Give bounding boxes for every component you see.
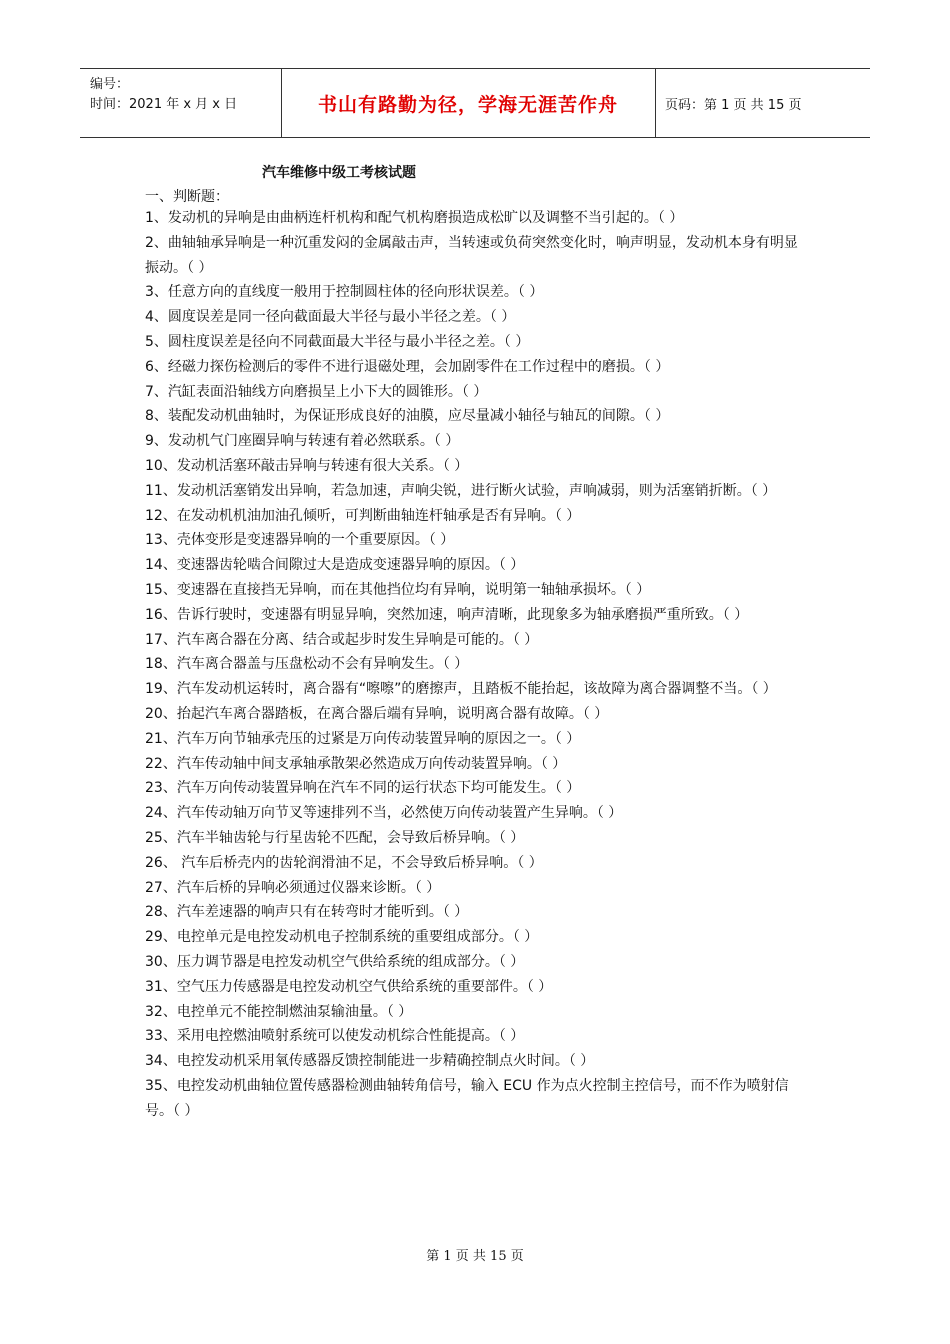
question-item: 10、发动机活塞环敲击异响与转速有很大关系。（ ） — [145, 457, 469, 474]
question-item: 4、圆度误差是同一径向截面最大半径与最小半径之差。（ ） — [145, 309, 516, 326]
question-item: 27、汽车后桥的异响必须通过仪器来诊断。（ ） — [145, 879, 441, 896]
question-item: 9、发动机气门座圈异响与转速有着必然联系。（ ） — [145, 433, 460, 450]
question-item: 32、电控单元不能控制燃油泵输油量。（ ） — [145, 1003, 413, 1020]
question-item: 33、采用电控燃油喷射系统可以使发动机综合性能提高。（ ） — [145, 1028, 525, 1045]
document-title: 汽车维修中级工考核试题 — [262, 165, 416, 181]
question-item: 26、 汽车后桥壳内的齿轮润滑油不足，不会导致后桥异响。（ ） — [145, 854, 543, 871]
question-item: 1、发动机的异响是由曲柄连杆机构和配气机构磨损造成松旷以及调整不当引起的。（ ） — [145, 210, 684, 226]
question-item: 18、汽车离合器盖与压盘松动不会有异响发生。（ ） — [145, 656, 469, 673]
question-item: 21、汽车万向节轴承壳压的过紧是万向传动装置异响的原因之一。（ ） — [145, 730, 581, 747]
section-heading: 一、判断题： — [145, 189, 229, 205]
question-item: 30、压力调节器是电控发动机空气供给系统的组成部分。（ ） — [145, 953, 525, 970]
question-item: 3、任意方向的直线度一般用于控制圆柱体的径向形状误差。（ ） — [145, 284, 544, 301]
question-item: 2、曲轴轴承异响是一种沉重发闷的金属敲击声，当转速或负荷突然变化时，响声明显，发动机本身有明显振动。（ ） — [145, 234, 798, 276]
question-item: 25、汽车半轴齿轮与行星齿轮不匹配，会导致后桥异响。（ ） — [145, 829, 525, 846]
question-item: 19、汽车发动机运转时，离合器有“嚓嚓”的磨擦声，且踏板不能抬起，该故障为离合器调整不当。（ ） — [145, 681, 777, 698]
question-item: 12、在发动机机油加油孔倾听，可判断曲轴连杆轴承是否有异响。（ ） — [145, 507, 581, 524]
question-item: 11、发动机活塞销发出异响，若急加速，声响尖锐，进行断火试验，声响减弱，则为活塞销折断。（ ） — [145, 482, 777, 499]
number-label: 编号： — [90, 77, 130, 92]
page-footer: 第 1 页 共 15 页 — [426, 1249, 524, 1264]
question-item: 8、装配发动机曲轴时，为保证形成良好的油膜，应尽量减小轴径与轴瓦的间隙。（ ） — [145, 408, 670, 425]
question-item: 34、电控发动机采用氧传感器反馈控制能进一步精确控制点火时间。（ ） — [145, 1053, 595, 1070]
question-item: 22、汽车传动轴中间支承轴承散架必然造成万向传动装置异响。（ ） — [145, 755, 567, 772]
header-divider — [655, 69, 656, 137]
header-table — [80, 68, 870, 138]
question-item: 28、汽车差速器的响声只有在转弯时才能听到。（ ） — [145, 904, 469, 921]
question-item: 13、壳体变形是变速器异响的一个重要原因。（ ） — [145, 532, 455, 549]
question-item: 31、空气压力传感器是电控发动机空气供给系统的重要部件。（ ） — [145, 978, 553, 995]
question-item: 29、电控单元是电控发动机电子控制系统的重要组成部分。（ ） — [145, 929, 539, 946]
question-item: 5、圆柱度误差是径向不同截面最大半径与最小半径之差。（ ） — [145, 333, 530, 350]
question-item: 15、变速器在直接挡无异响，而在其他挡位均有异响，说明第一轴轴承损坏。（ ） — [145, 581, 651, 598]
motto: 书山有路勤为径，学海无涯苦作舟 — [317, 93, 618, 116]
page-info: 页码：第 1 页 共 15 页 — [665, 97, 802, 113]
question-item: 24、汽车传动轴万向节叉等速排列不当，必然使万向传动装置产生异响。（ ） — [145, 805, 623, 822]
header-meta — [90, 75, 237, 115]
question-item: 6、经磁力探伤检测后的零件不进行退磁处理，会加剧零件在工作过程中的磨损。（ ） — [145, 358, 670, 375]
question-item: 20、抬起汽车离合器踏板，在离合器后端有异响，说明离合器有故障。（ ） — [145, 705, 609, 722]
question-item: 7、汽缸表面沿轴线方向磨损呈上小下大的圆锥形。（ ） — [145, 383, 488, 400]
question-item: 17、汽车离合器在分离、结合或起步时发生异响是可能的。（ ） — [145, 631, 539, 648]
question-list — [145, 206, 810, 1123]
question-item: 16、告诉行驶时，变速器有明显异响，突然加速，响声清晰，此现象多为轴承磨损严重所致。（ ） — [145, 606, 749, 623]
time-label: 时间：2021 年 x 月 x 日 — [90, 97, 238, 112]
question-item: 23、汽车万向传动装置异响在汽车不同的运行状态下均可能发生。（ ） — [145, 780, 581, 797]
question-item: 14、变速器齿轮啮合间隙过大是造成变速器异响的原因。（ ） — [145, 557, 525, 574]
question-item: 35、电控发动机曲轴位置传感器检测曲轴转角信号，输入 ECU 作为点火控制主控信号，而不作为喷射信号。（ ） — [145, 1077, 789, 1119]
